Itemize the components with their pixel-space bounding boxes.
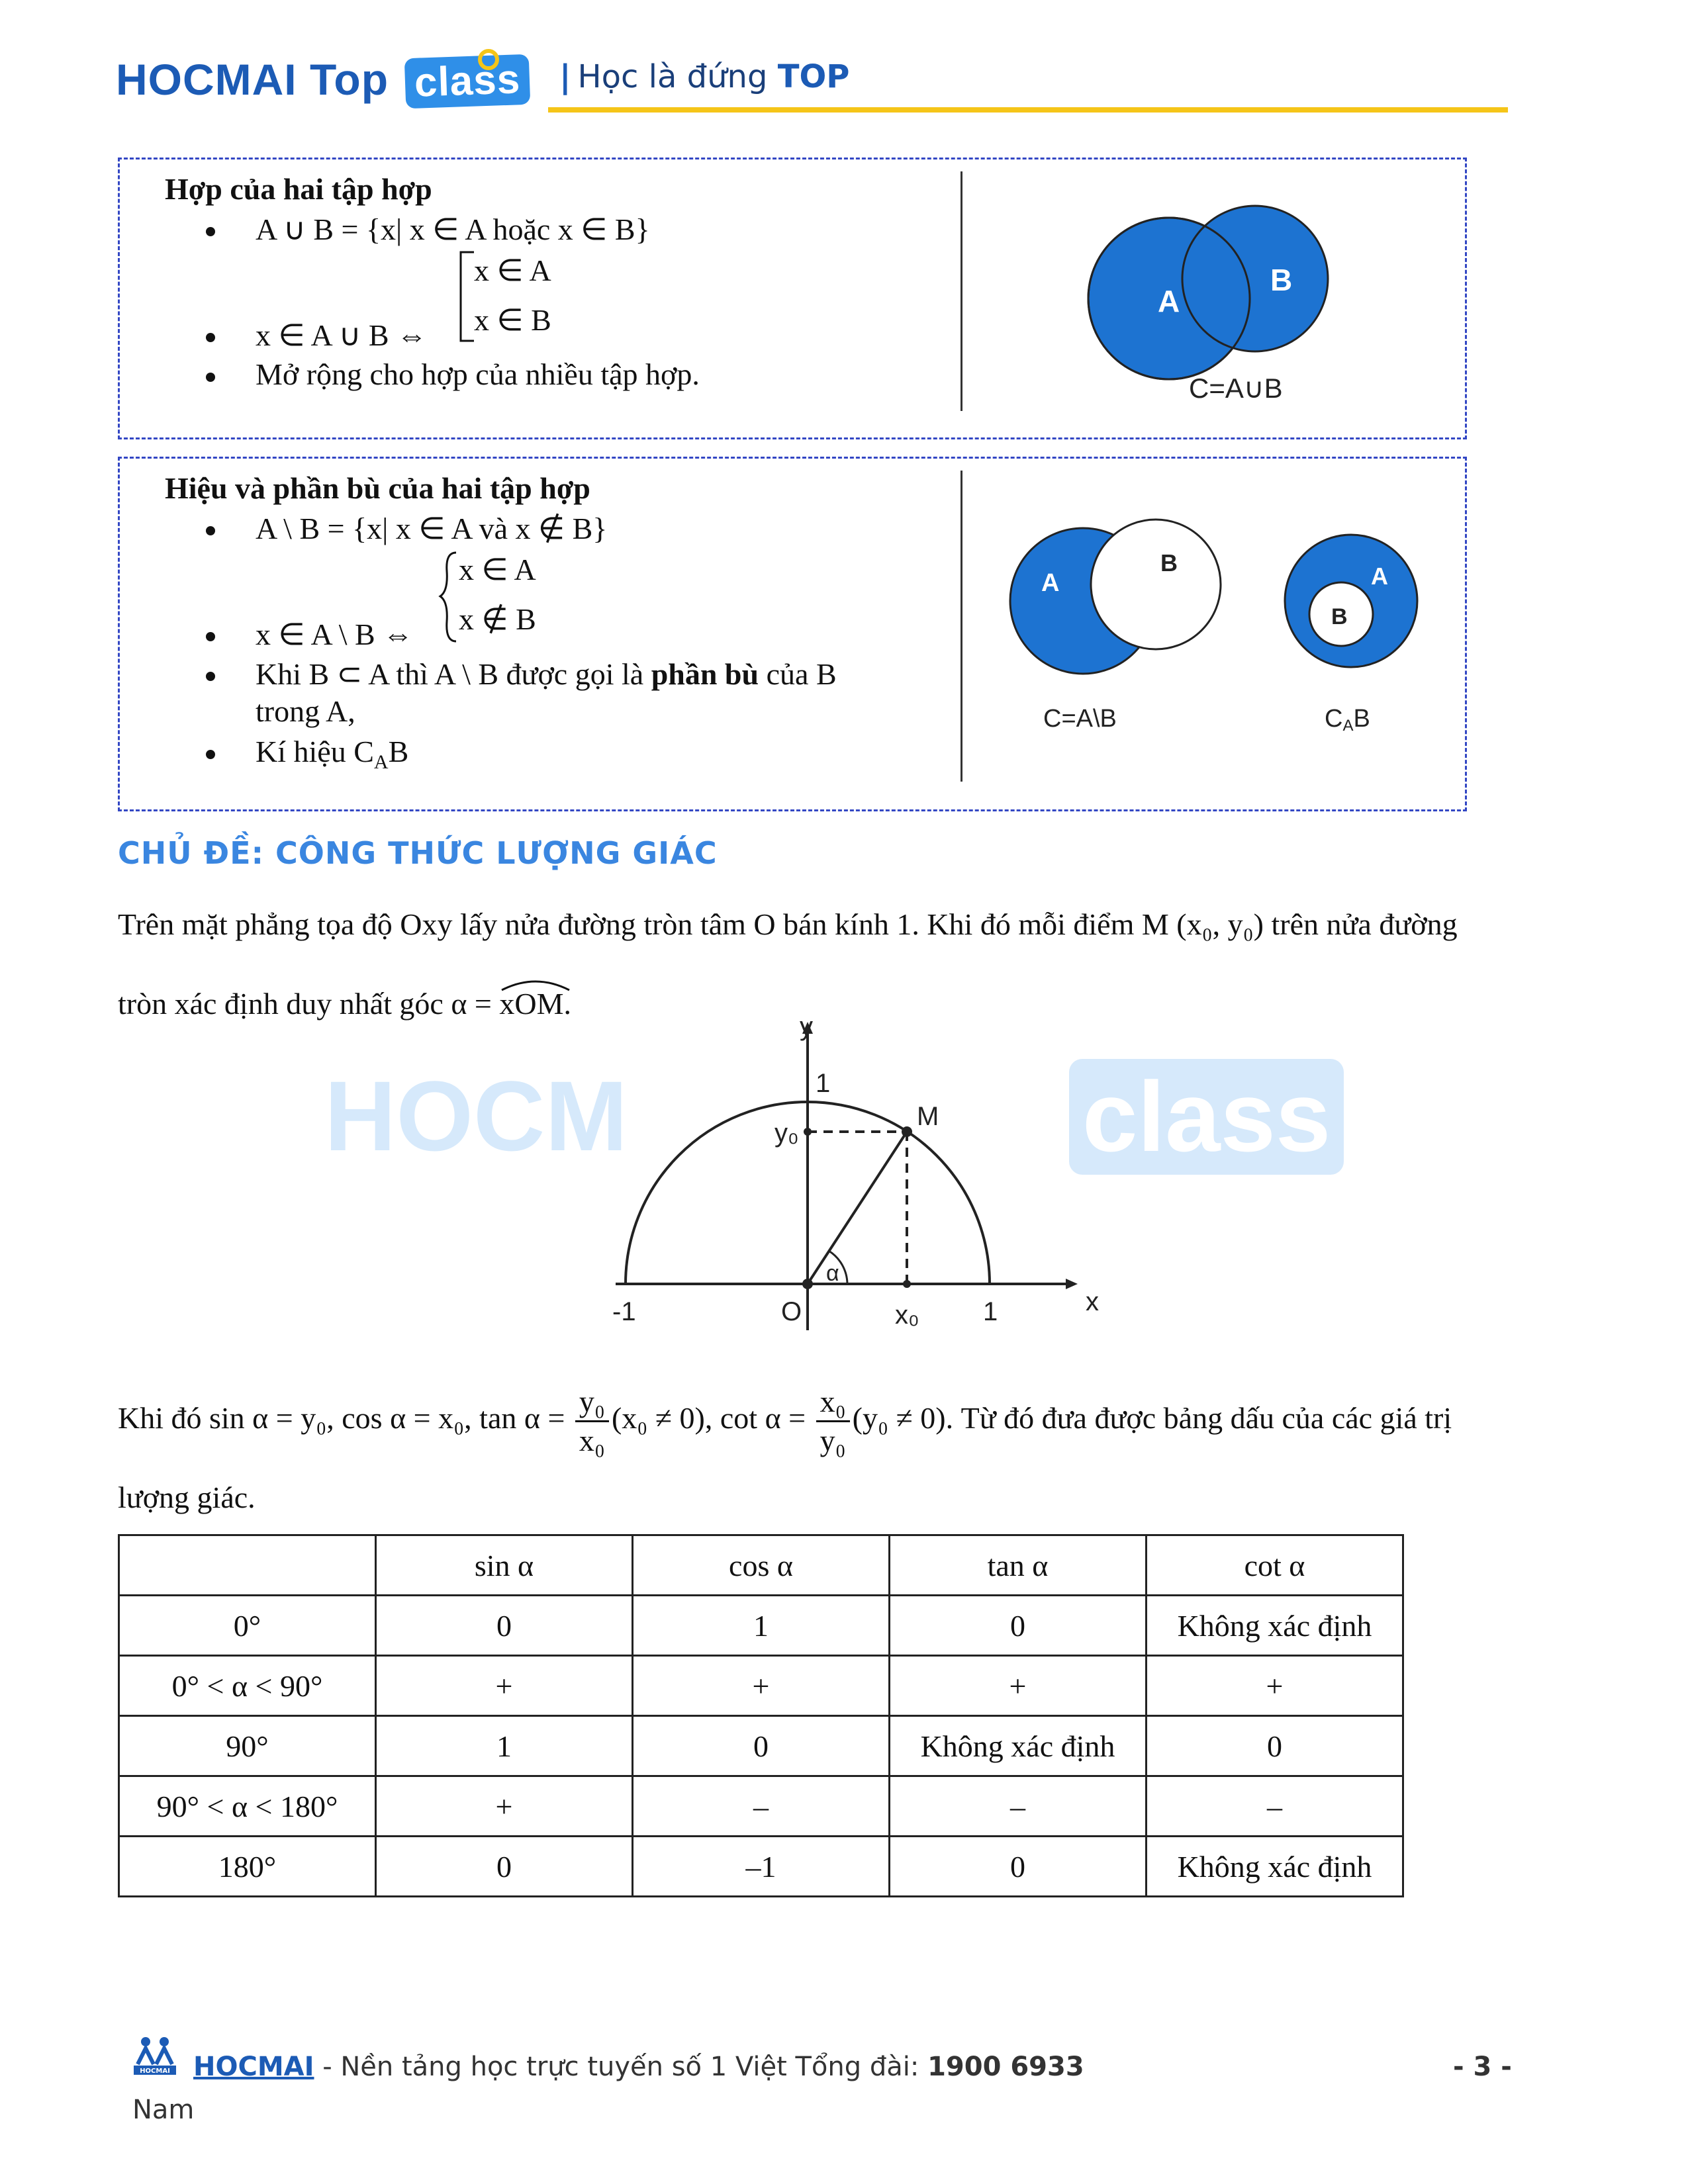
table-row <box>119 1596 1403 1656</box>
complement-definition: Khi B ⊂ A thì A \ B được gọi là phần bù của B <box>256 657 837 691</box>
table-cell: 0° < α < 90° <box>119 1656 376 1716</box>
union-definition: A ∪ B = {x| x ∈ A hoặc x ∈ B} <box>256 212 650 246</box>
logo-main: HOCMAI <box>116 55 297 104</box>
sun-icon <box>475 46 502 73</box>
trig-sign-table <box>118 1534 1404 1897</box>
complement-definition-cont: trong A, <box>256 694 355 728</box>
footer-info: HOCMAI - Nền tảng học trực tuyến số 1 Việt Tổng đài: 1900 6933 <box>193 2052 1084 2082</box>
bullet <box>206 333 215 342</box>
venn2-label-a: A <box>1371 563 1388 590</box>
difference-cond-1: x ∈ A <box>459 553 536 586</box>
table-cell: 0 <box>376 1596 633 1656</box>
table-cell: 90° < α < 180° <box>119 1776 376 1837</box>
origin-label: O <box>781 1297 802 1326</box>
tagline-text: Học là đứng <box>577 58 768 95</box>
table-row <box>119 1656 1403 1716</box>
table-cell: + <box>376 1776 633 1837</box>
brand-logo <box>116 54 530 107</box>
tan-fraction: $\frac{\text{y₀}}{\text{x₀}}$ <box>575 1383 609 1459</box>
watermark-right: class <box>1069 1059 1344 1175</box>
table-cell: 0 <box>1147 1716 1403 1776</box>
y0-label: y₀ <box>774 1118 799 1148</box>
table-cell: + <box>633 1656 890 1716</box>
footer-line2: Nam <box>132 2095 195 2125</box>
svg-text:HOCMAI: HOCMAI <box>140 2068 170 2075</box>
bullet <box>206 672 215 681</box>
hocmai-footer-icon <box>131 2035 179 2076</box>
section-heading: CHỦ ĐỀ: CÔNG THỨC LƯỢNG GIÁC <box>118 835 718 871</box>
bullet <box>206 373 215 382</box>
table-cell: 0 <box>633 1716 890 1776</box>
table-header-cell: cot α <box>1147 1535 1403 1596</box>
table-cell: 1 <box>376 1716 633 1776</box>
angle-alpha-label: α <box>826 1261 839 1286</box>
table-cell: + <box>376 1656 633 1716</box>
table-header-cell <box>119 1535 376 1596</box>
point-m-label: M <box>917 1102 939 1131</box>
x-axis-label: x <box>1086 1287 1099 1316</box>
venn-label-a: A <box>1158 284 1180 318</box>
union-extension: Mở rộng cho hợp của nhiều tập hợp. <box>256 357 700 391</box>
logo-top: Top <box>310 55 389 104</box>
table-cell: Không xác định <box>1147 1837 1403 1897</box>
table-cell: 1 <box>633 1596 890 1656</box>
difference-box <box>118 457 1467 811</box>
box-divider <box>961 471 962 782</box>
difference-title: Hiệu và phần bù của hai tập hợp <box>165 471 590 505</box>
difference-cond-2: x ∉ B <box>459 602 536 636</box>
table-cell: 180° <box>119 1837 376 1897</box>
venn-label-b: B <box>1270 263 1293 297</box>
paragraph-intro-line1: Trên mặt phẳng tọa độ Oxy lấy nửa đường tròn tâm O bán kính 1. Khi đó mỗi điểm M (x₀, y₀) trên nửa đường <box>118 907 1458 941</box>
difference-venn-diagrams <box>980 492 1444 756</box>
tick-minus-one: -1 <box>612 1297 636 1326</box>
venn1-label-a: A <box>1041 569 1060 597</box>
table-cell: + <box>1147 1656 1403 1716</box>
bullet <box>206 526 215 535</box>
table-row <box>119 1716 1403 1776</box>
venn-caption: C=A∪B <box>1189 373 1283 404</box>
paragraph-trig-values-end: lượng giác. <box>118 1480 256 1514</box>
tick-one-y: 1 <box>816 1069 831 1098</box>
y-axis-label: y <box>800 1019 813 1041</box>
table-cell: Không xác định <box>1147 1596 1403 1656</box>
venn1-caption: C=A\B <box>1043 705 1117 733</box>
table-cell: – <box>1147 1776 1403 1837</box>
table-header-cell: sin α <box>376 1535 633 1596</box>
header-underline <box>548 107 1508 113</box>
logo-class-badge: class <box>404 54 531 109</box>
table-cell: – <box>890 1776 1147 1837</box>
table-cell: 0 <box>890 1837 1147 1897</box>
arc-accent-icon <box>499 977 572 993</box>
table-header-cell: cos α <box>633 1535 890 1596</box>
difference-definition: A \ B = {x| x ∈ A và x ∉ B} <box>256 512 608 545</box>
box-divider <box>961 171 962 411</box>
bullet <box>206 632 215 641</box>
table-cell: 0 <box>890 1596 1147 1656</box>
union-venn-diagram <box>1027 186 1424 411</box>
bullet <box>206 750 215 759</box>
table-row <box>119 1837 1403 1897</box>
venn2-caption: CAB <box>1325 705 1370 735</box>
table-header-cell: tan α <box>890 1535 1147 1596</box>
table-cell: 90° <box>119 1716 376 1776</box>
table-header-row <box>119 1535 1403 1596</box>
table-cell: 0° <box>119 1596 376 1656</box>
union-membership: x ∈ A ∪ B ⇔ <box>256 318 428 352</box>
table-cell: Không xác định <box>890 1716 1147 1776</box>
paragraph-intro-line2: tròn xác định duy nhất góc α = xOM. <box>118 986 571 1021</box>
table-cell: + <box>890 1656 1147 1716</box>
tick-one-x: 1 <box>983 1297 998 1326</box>
footer-brand-link[interactable]: HOCMAI <box>193 2052 314 2082</box>
header-tagline: | Học là đứng TOP <box>559 58 850 95</box>
difference-membership: x ∈ A \ B ⇔ <box>256 617 414 651</box>
venn1-label-b: B <box>1160 549 1178 576</box>
union-title: Hợp của hai tập hợp <box>165 172 432 206</box>
union-cond-2: x ∈ B <box>474 303 551 337</box>
unit-semicircle-figure <box>324 1019 1370 1363</box>
venn2-label-b: B <box>1331 604 1348 629</box>
tagline-bold: TOP <box>777 58 850 95</box>
table-row <box>119 1776 1403 1837</box>
bullet <box>206 227 215 236</box>
table-cell: – <box>633 1776 890 1837</box>
cot-fraction: $\frac{\text{x₀}}{\text{y₀}}$ <box>816 1383 850 1459</box>
footer-phone: 1900 6933 <box>927 2052 1084 2082</box>
table-cell: 0 <box>376 1837 633 1897</box>
paragraph-trig-values: Khi đó sin α = y₀, cos α = x₀, tan α = $\frac{\text{y₀}}{\text{x₀}}$ (x₀ ≠ 0), cot α = $\frac{\text{x₀}}{\text{y₀}}$ (y₀ ≠ 0). Từ đó đưa được bảng dấu của các giá trị <box>118 1383 1452 1459</box>
complement-notation: Kí hiệu $C_AB$ <box>256 735 409 774</box>
union-cond-1: x ∈ A <box>474 253 551 287</box>
x0-label: x₀ <box>895 1300 919 1330</box>
page-number: - 3 - <box>1453 2052 1512 2082</box>
table-cell: –1 <box>633 1837 890 1897</box>
union-box <box>118 158 1467 439</box>
watermark-left: HOCM <box>324 1060 628 1171</box>
